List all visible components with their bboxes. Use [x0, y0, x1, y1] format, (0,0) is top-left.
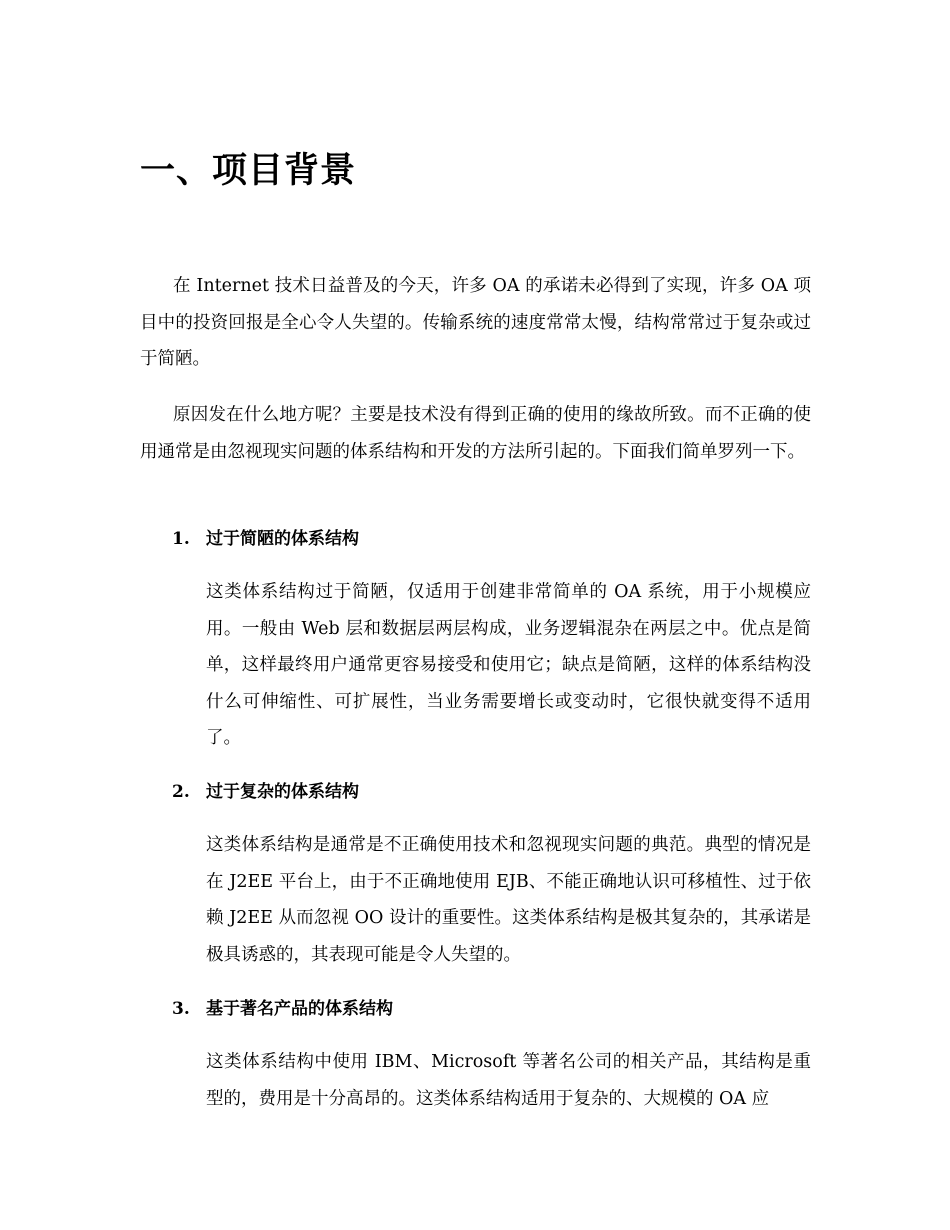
list-item-title-text: 过于复杂的体系结构 [206, 782, 359, 802]
list-item-paragraph-3: 这类体系结构中使用 IBM、Microsoft 等著名公司的相关产品，其结构是重型的，费用是十分高昂的。这类体系结构适用于复杂的、大规模的 OA 应 [206, 1052, 811, 1109]
body-paragraph-1: 在 Internet 技术日益普及的今天，许多 OA 的承诺未必得到了实现，许多 OA 项目中的投资回报是全心令人失望的。传输系统的速度常常太慢，结构常常过于复杂或过于简陋。 [140, 276, 811, 369]
list-item-number: 3. [172, 999, 190, 1019]
list-item-paragraph-1: 这类体系结构过于简陋，仅适用于创建非常简单的 OA 系统，用于小规模应用。一般由 Web 层和数据层两层构成，业务逻辑混杂在两层之中。优点是简单，这样最终用户通常更容易接受和使用它；缺点是简陋，这样的体系结构没什么可伸缩性、可扩展性，当业务需要增长或变动时，它很快就变得不适用了。 [206, 582, 811, 748]
list-item-title-2 [172, 777, 359, 807]
list-item-paragraph-2: 这类体系结构是通常是不正确使用技术和忽视现实问题的典范。典型的情况是在 J2EE 平台上，由于不正确地使用 EJB、不能正确地认识可移植性、过于依赖 J2EE 从而忽视 OO 设计的重要性。这类体系结构是极其复杂的，其承诺是极具诱惑的，其表现可能是令人失望的。 [206, 835, 811, 965]
list-item-title-3 [172, 994, 393, 1024]
list-item-title-text: 过于简陋的体系结构 [206, 529, 359, 549]
body-paragraph-2: 原因发在什么地方呢？主要是技术没有得到正确的使用的缘故所致。而不正确的使用通常是由忽视现实问题的体系结构和开发的方法所引起的。下面我们简单罗列一下。 [140, 405, 811, 462]
section-heading: 一、项目背景 [140, 150, 357, 191]
list-item-number: 2. [172, 782, 190, 802]
list-item-title-text: 基于著名产品的体系结构 [206, 999, 393, 1019]
list-item-number: 1. [172, 529, 190, 549]
list-item-title-1 [172, 524, 359, 554]
